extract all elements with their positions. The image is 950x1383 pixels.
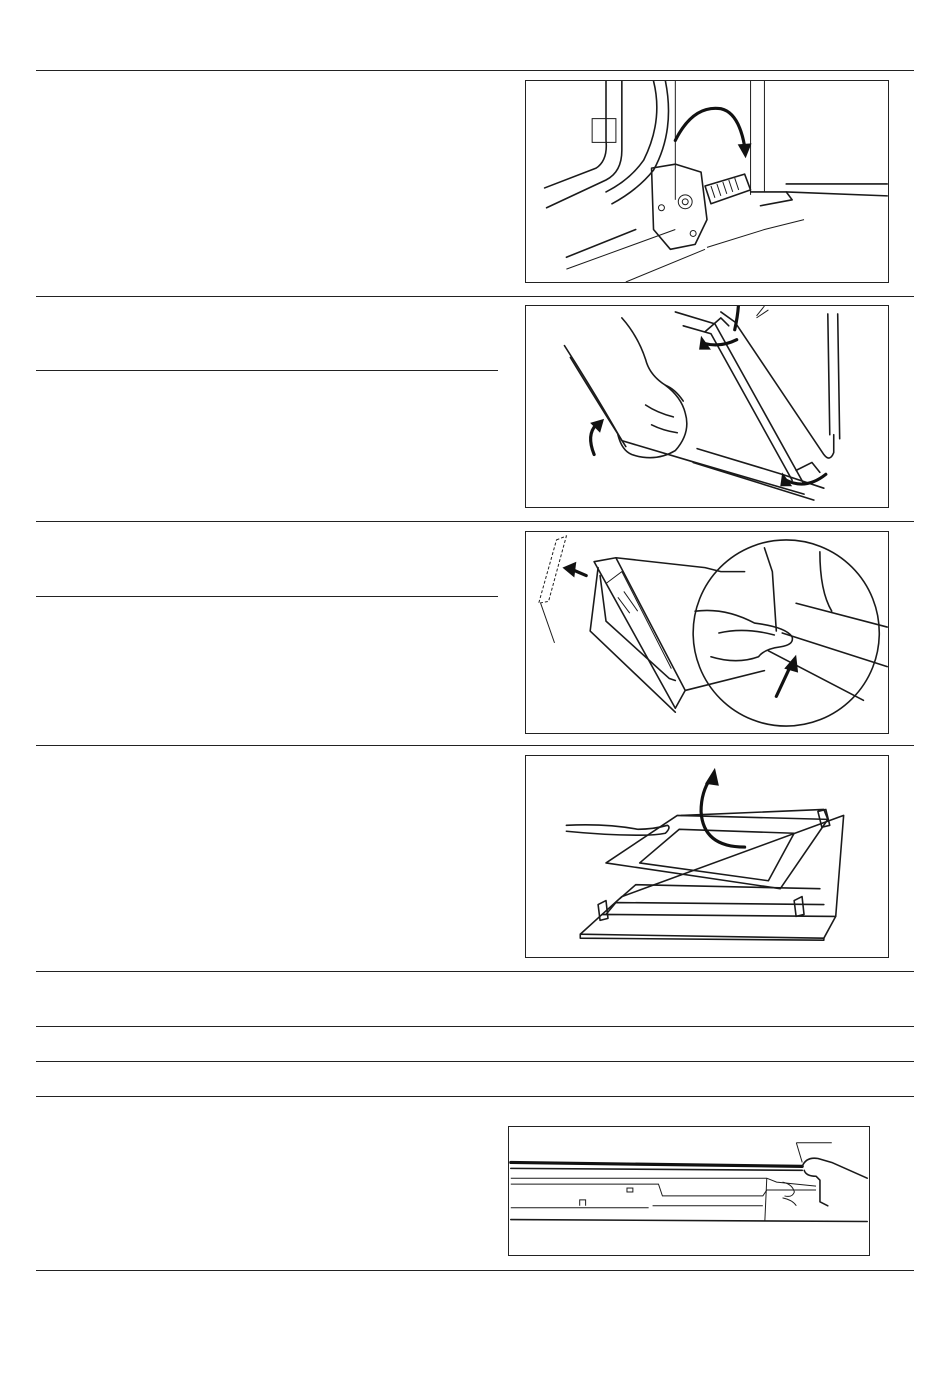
glass-panel-illustration xyxy=(526,756,888,957)
section-divider xyxy=(36,70,914,71)
figure-door-lift-off xyxy=(525,305,889,508)
rotation-arrow-icon xyxy=(591,425,597,455)
arrow-head-icon xyxy=(705,768,719,786)
figure-hinge-lever xyxy=(525,80,889,283)
arrow-head-icon xyxy=(562,562,576,578)
arrow-head-icon xyxy=(784,655,798,673)
rotation-arrow-icon xyxy=(705,340,737,345)
arrow-head-icon xyxy=(738,143,752,158)
section-divider xyxy=(36,1270,914,1271)
section-divider xyxy=(36,296,914,297)
section-divider xyxy=(36,745,914,746)
step-subdivider xyxy=(36,596,498,597)
rotation-arrow-icon xyxy=(675,108,744,146)
step-subdivider xyxy=(36,370,498,371)
door-trim-illustration xyxy=(526,532,888,733)
section-divider xyxy=(36,1096,914,1097)
figure-glass-panel-removal xyxy=(525,755,889,958)
arrow-head-icon xyxy=(780,472,792,486)
door-lift-illustration xyxy=(526,306,888,507)
figure-glass-reinsertion-detail xyxy=(508,1126,870,1256)
section-divider xyxy=(36,521,914,522)
section-divider xyxy=(36,1026,914,1027)
straight-arrow-icon xyxy=(776,667,790,697)
glass-detail-illustration xyxy=(509,1127,869,1255)
figure-door-trim-removal xyxy=(525,531,889,734)
hinge-lever-illustration xyxy=(526,81,888,282)
section-divider xyxy=(36,971,914,972)
section-divider xyxy=(36,1061,914,1062)
arrow-head-icon xyxy=(699,336,711,350)
